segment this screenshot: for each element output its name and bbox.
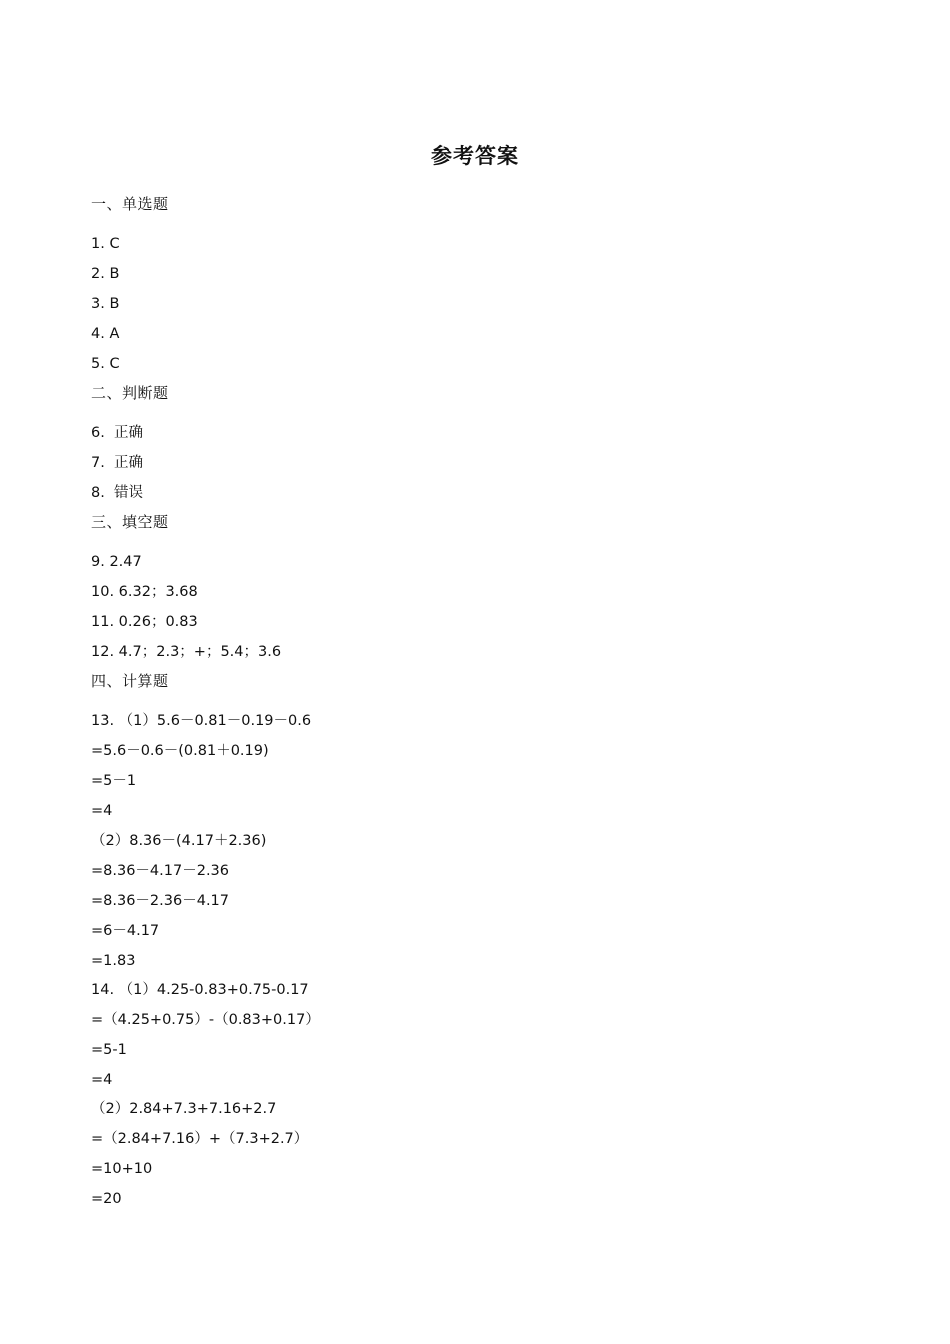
answer-line: 4. A — [91, 326, 120, 342]
section-heading-true-false: 二、判断题 — [91, 384, 169, 402]
answer-line: 12. 4.7；2.3；+；5.4；3.6 — [91, 644, 282, 660]
calculation-line: =5.6－0.6－(0.81＋0.19) — [91, 743, 269, 759]
calculation-line: =6－4.17 — [91, 923, 160, 939]
section-heading-calculation: 四、计算题 — [91, 672, 169, 690]
calculation-line: =8.36－2.36－4.17 — [91, 893, 230, 909]
calculation-line: =（4.25+0.75）-（0.83+0.17） — [91, 1012, 320, 1028]
calculation-line: =4 — [91, 803, 113, 819]
section-heading-single-choice: 一、单选题 — [91, 195, 169, 213]
calculation-line: （2）8.36－(4.17＋2.36) — [91, 833, 267, 849]
calculation-line: =4 — [91, 1072, 113, 1088]
calculation-line: =5－1 — [91, 773, 137, 789]
page-title: 参考答案 — [431, 144, 519, 168]
calculation-line: =1.83 — [91, 953, 136, 969]
answer-line: 8. 错误 — [91, 485, 144, 501]
answer-line: 10. 6.32；3.68 — [91, 584, 198, 600]
calculation-line: 14. （1）4.25-0.83+0.75-0.17 — [91, 982, 309, 998]
answer-line: 2. B — [91, 266, 120, 282]
answer-line: 3. B — [91, 296, 120, 312]
answer-line: 6. 正确 — [91, 425, 144, 441]
calculation-line: 13. （1）5.6－0.81－0.19－0.6 — [91, 713, 312, 729]
answer-line: 7. 正确 — [91, 455, 144, 471]
section-heading-fill-blank: 三、填空题 — [91, 513, 169, 531]
calculation-line: =8.36－4.17－2.36 — [91, 863, 230, 879]
calculation-line: =10+10 — [91, 1161, 153, 1177]
calculation-line: =20 — [91, 1191, 122, 1207]
calculation-line: =5-1 — [91, 1042, 127, 1058]
calculation-line: （2）2.84+7.3+7.16+2.7 — [91, 1101, 277, 1117]
answer-line: 1. C — [91, 236, 120, 252]
answer-line: 5. C — [91, 356, 120, 372]
answer-line: 11. 0.26；0.83 — [91, 614, 198, 630]
answer-line: 9. 2.47 — [91, 554, 142, 570]
calculation-line: =（2.84+7.16）+（7.3+2.7） — [91, 1131, 309, 1147]
